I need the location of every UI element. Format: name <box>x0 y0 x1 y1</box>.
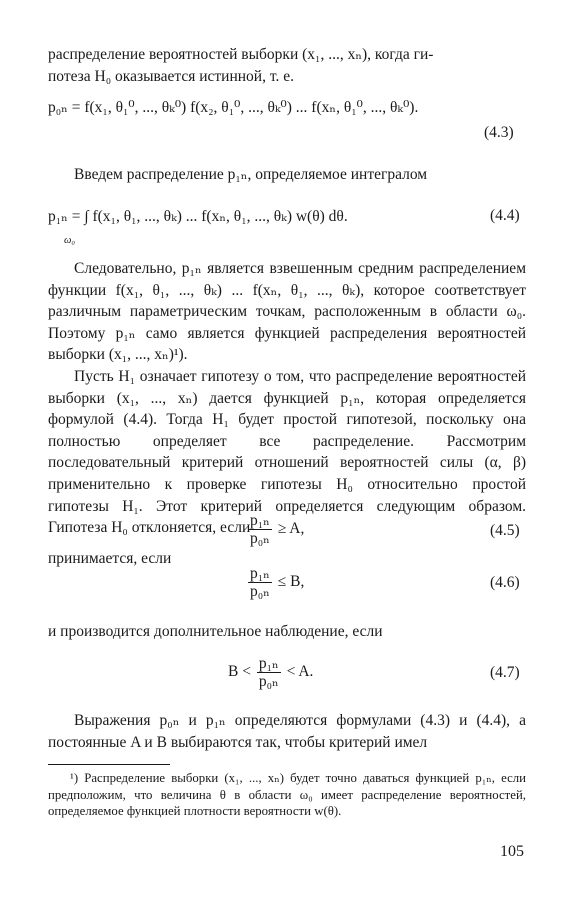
footnote-text: ¹) Распределение выборки (x₁, ..., xₙ) будет точно даваться функцией p₁ₙ, если предположим, что величина θ в области ω₀ имеет распределение вероятностей, определяемое функцией плотности вероятности w(θ). <box>48 771 526 818</box>
intro-p1n: Введем распределение p₁ₙ, определяемое интегралом <box>74 166 428 183</box>
paragraph-3: Выражения p₀ₙ и p₁ₙ определяются формулами (4.3) и (4.4), а постоянные A и B выбираются так, чтобы критерий имел <box>48 712 526 751</box>
ratio-fraction <box>248 512 272 547</box>
equation-4-3: p₀ₙ = f(x₁, θ₁⁰, ..., θₖ⁰) f(x₂, θ₁⁰, ..., θₖ⁰) ... f(xₙ, θ₁⁰, ..., θₖ⁰). <box>48 99 419 116</box>
equation-4-6 <box>246 565 304 600</box>
fraction-numerator: p₁ₙ <box>250 512 270 529</box>
fraction-denominator: p₀ₙ <box>258 673 279 690</box>
page-number: 105 <box>500 843 524 860</box>
paragraph-1: Следовательно, p₁ₙ является взвешенным средним распределением функции f(x₁, θ₁, ..., θₖ) ... f(xₙ, θ₁, ..., θₖ), которое соответствует различным параметрическим точкам, расположенным в области ω₀. Поэтому p₁ₙ само является функцией распределения вероятностей выборки (x₁, ..., xₙ)¹). <box>48 260 526 364</box>
relation: ≤ B, <box>277 573 305 591</box>
intro-text <box>48 44 526 87</box>
intro-line-1: распределение вероятностей выборки (x₁, ..., xₙ), когда ги- <box>48 46 434 63</box>
ratio-fraction <box>248 565 272 600</box>
fraction-denominator: p₀ₙ <box>250 583 270 600</box>
equation-4-6-number: (4.6) <box>490 574 520 591</box>
equation-4-4: p₁ₙ = ∫ f(x₁, θ₁, ..., θₖ) ... f(xₙ, θ₁, ..., θₖ) w(θ) dθ. <box>48 208 348 225</box>
fraction-numerator: p₁ₙ <box>258 655 279 672</box>
equation-4-5-number: (4.5) <box>490 522 520 539</box>
integral-domain: ω₀ <box>64 235 76 246</box>
fraction-numerator: p₁ₙ <box>250 565 270 582</box>
equation-4-7 <box>228 655 313 690</box>
accepted-if-text: принимается, если <box>48 550 172 567</box>
equation-4-3-number: (4.3) <box>484 124 514 141</box>
continue-text: и производится дополнительное наблюдение, если <box>48 623 383 640</box>
intro-line-2: потеза H₀ оказывается истинной, т. е. <box>48 67 294 85</box>
left-bound: B < <box>228 663 251 681</box>
ratio-fraction <box>257 655 281 690</box>
right-bound: < A. <box>286 663 314 681</box>
footnote-rule <box>48 764 170 765</box>
relation: ≥ A, <box>277 520 305 538</box>
equation-4-7-number: (4.7) <box>490 664 520 681</box>
equation-4-4-number: (4.4) <box>490 207 520 224</box>
paragraph-2: Пусть H₁ означает гипотезу о том, что распределение вероятностей выборки (x₁, ..., xₙ) дается функцией p₁ₙ, которая определяется формулой (4.4). Тогда H₁ будет простой гипотезой, поскольку она полностью определяет все распределение. Рассмотрим последовательный критерий отношений вероятностей силы (α, β) применительно к проверке гипотезы H₀ относительно простой гипотезы H₁. Этот критерий определяется следующим образом. Гипотеза H₀ отклоняется, если <box>48 368 526 537</box>
footnote <box>48 770 526 820</box>
equation-4-5 <box>246 512 304 547</box>
fraction-denominator: p₀ₙ <box>250 530 270 547</box>
